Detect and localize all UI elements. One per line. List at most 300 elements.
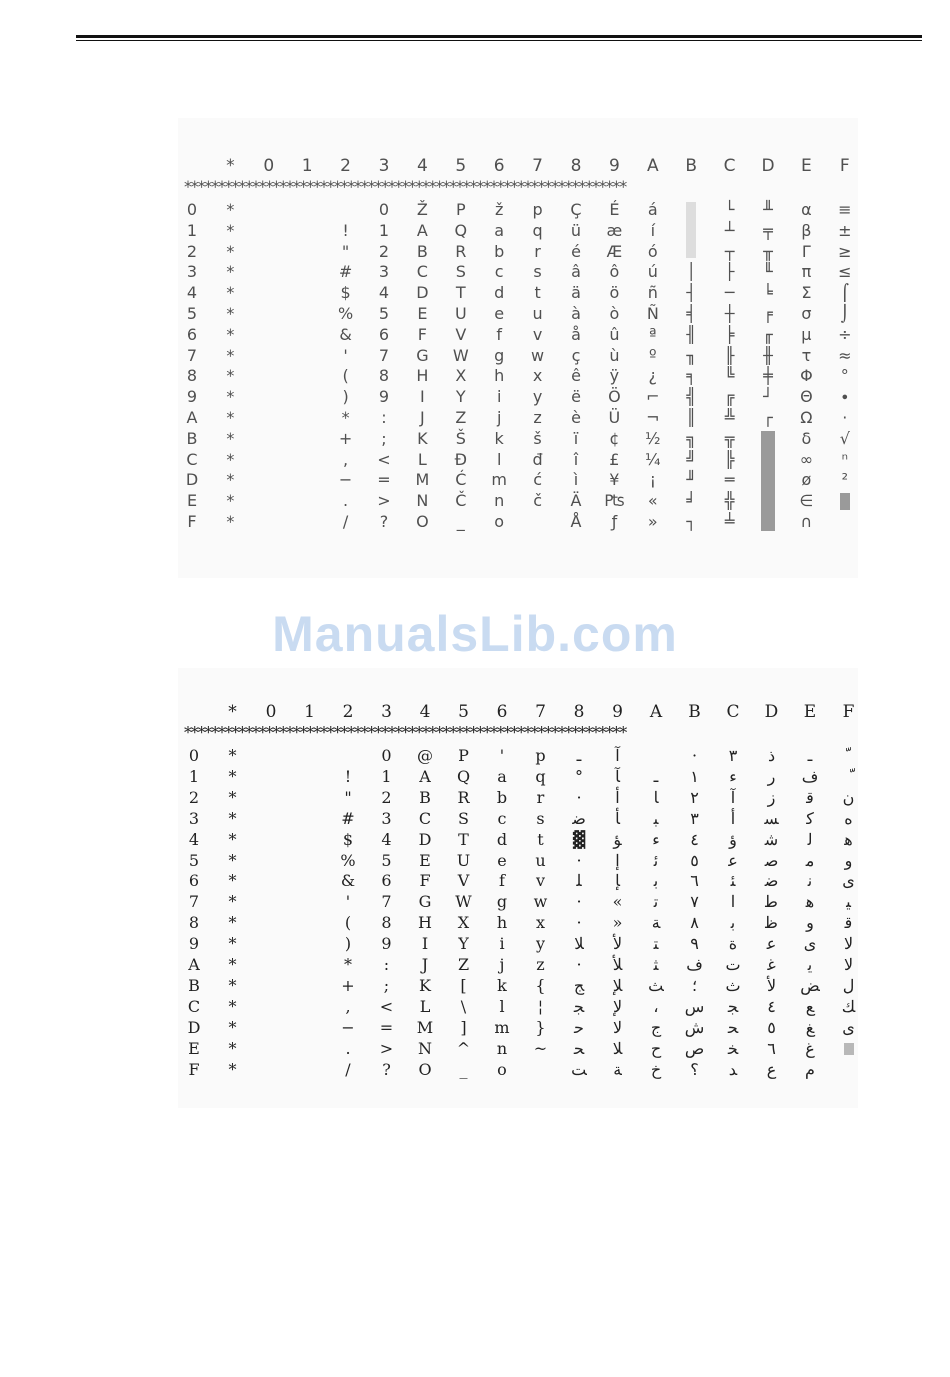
- table-cell: d: [496, 829, 508, 849]
- table-cell: ╔: [724, 387, 735, 407]
- table-cell: ٦: [690, 871, 699, 891]
- table-cell: y: [535, 934, 546, 954]
- table-cell: ╨: [763, 200, 773, 219]
- table-cell: ': [343, 345, 348, 365]
- table-cell: ▓: [572, 829, 586, 849]
- table-cell: ﻹ: [612, 996, 623, 1016]
- table-cell: *: [228, 1038, 237, 1058]
- shade-block-glyph: [844, 1043, 854, 1055]
- table-cell: ١: [690, 766, 699, 786]
- table-cell: W: [455, 892, 472, 912]
- table-cell: ﺜ: [653, 955, 659, 974]
- row-label: 4: [186, 283, 198, 303]
- table-cell: ٥: [767, 1017, 776, 1037]
- table-cell: ﺇ: [615, 850, 620, 870]
- table-cell: ﻉ: [766, 1059, 777, 1079]
- table-cell: É: [609, 200, 620, 219]
- table-cell: å: [571, 324, 581, 344]
- table-cell: ٤: [690, 829, 699, 849]
- table-cell: 6: [381, 871, 392, 891]
- table-cell: ┐: [686, 512, 696, 531]
- column-header: 4: [419, 702, 431, 722]
- table-cell: *: [226, 387, 235, 407]
- table-cell: č: [533, 491, 542, 511]
- row-label: F: [188, 1059, 200, 1079]
- table-cell: /: [342, 512, 349, 531]
- table-cell: é: [571, 241, 581, 261]
- table-cell: ﺂ: [615, 766, 620, 786]
- table-cell: X: [457, 913, 470, 933]
- table-cell: ﹼ: [846, 746, 851, 765]
- table-cell: ┘: [763, 387, 773, 407]
- table-cell: ╡: [686, 304, 696, 323]
- table-cell: Y: [455, 387, 466, 407]
- table-cell: ó: [647, 241, 658, 261]
- table-cell: n: [496, 1038, 508, 1058]
- table-cell: %: [340, 850, 356, 870]
- table-cell: c: [497, 808, 507, 828]
- table-cell: y: [532, 387, 543, 407]
- table-cell: ²: [841, 470, 848, 490]
- table-cell: ن: [842, 787, 855, 807]
- table-cell: g: [494, 345, 505, 365]
- table-cell: D: [418, 829, 432, 849]
- table-cell: ﺑ: [653, 871, 659, 891]
- table-cell: u: [532, 304, 543, 323]
- table-cell: ┴: [724, 220, 735, 240]
- table-cell: 9: [381, 934, 392, 954]
- table-cell: [: [460, 975, 467, 995]
- table-cell: =: [379, 1017, 394, 1037]
- column-header: D: [761, 156, 775, 176]
- table-cell: ╘: [763, 283, 773, 303]
- table-cell: ٨: [690, 913, 699, 933]
- table-cell: l: [499, 996, 505, 1016]
- table-cell: ﻋ: [728, 850, 738, 870]
- row-label: 2: [186, 241, 198, 261]
- table-cell: I: [420, 387, 425, 407]
- table-cell: ╣: [686, 387, 696, 407]
- column-header: A: [649, 702, 663, 722]
- table-cell: ü: [570, 220, 582, 240]
- column-header: *: [228, 702, 237, 722]
- table-cell: ﺒ: [653, 808, 659, 828]
- table-cell: ┌: [763, 408, 773, 427]
- table-cell: ﺠ: [727, 996, 739, 1016]
- table-cell: ^: [456, 1038, 471, 1058]
- table-cell: ﺘ: [653, 934, 659, 954]
- table-cell: *: [228, 829, 237, 849]
- table-cell: è: [571, 408, 581, 427]
- table-cell: p: [535, 746, 546, 765]
- table-cell: D: [416, 283, 429, 303]
- table-cell: °: [575, 766, 583, 786]
- table-cell: ë: [571, 387, 581, 407]
- table-cell: Æ: [606, 241, 623, 261]
- table-cell: 7: [381, 892, 392, 912]
- table-cell: .: [345, 1038, 351, 1058]
- table-cell: ؤ: [729, 829, 737, 849]
- table-cell: *: [226, 304, 235, 323]
- table-cell: ﻯ: [842, 1017, 855, 1037]
- table-cell: ╜: [686, 470, 696, 490]
- table-cell: «: [647, 491, 658, 511]
- table-cell: ò: [609, 304, 620, 323]
- column-header: F: [842, 702, 855, 722]
- table-cell: ﻗ: [806, 787, 814, 807]
- table-cell: │: [686, 262, 696, 282]
- table-cell: ": [344, 787, 352, 807]
- table-cell: ٣: [690, 808, 699, 828]
- table-cell: ┤: [686, 283, 696, 303]
- table-cell: E: [417, 304, 428, 323]
- column-header: 6: [493, 156, 505, 176]
- table-cell: ﺭ: [767, 766, 776, 786]
- table-cell: └: [724, 200, 735, 219]
- code-page-table-1: [178, 118, 858, 578]
- table-cell: ﻋ: [766, 934, 777, 954]
- table-cell: o: [494, 512, 505, 531]
- table-cell: ا: [730, 892, 736, 912]
- table-cell: ﺈ: [615, 871, 620, 891]
- column-header: 3: [378, 156, 390, 176]
- table-cell: ¬: [646, 408, 660, 427]
- row-label: 0: [188, 746, 200, 765]
- table-cell: ﻧ: [807, 871, 813, 891]
- table-cell: ï: [573, 428, 579, 448]
- table-cell: τ: [801, 345, 812, 365]
- table-cell: /: [345, 1059, 351, 1079]
- table-cell: G: [418, 892, 432, 912]
- row-label: E: [188, 1038, 200, 1058]
- table-cell: (: [344, 913, 352, 933]
- table-cell: ﺆ: [613, 829, 622, 849]
- table-cell: 7: [378, 345, 390, 365]
- column-header: C: [726, 702, 740, 722]
- table-cell: :: [383, 955, 390, 974]
- table-cell: Č: [455, 491, 467, 511]
- table-cell: α: [801, 200, 812, 219]
- table-cell: ﺗ: [653, 892, 659, 912]
- table-cell: ﺵ: [684, 1017, 705, 1037]
- table-cell: X: [455, 366, 467, 386]
- table-cell: ﻗ: [844, 913, 853, 933]
- row-label: C: [186, 449, 198, 469]
- table-cell: *: [226, 345, 235, 365]
- table-cell: T: [458, 829, 469, 849]
- table-cell: ·: [576, 850, 582, 870]
- table-cell: −: [338, 470, 353, 490]
- table-cell: ╞: [724, 324, 735, 344]
- table-cell: *: [226, 428, 235, 448]
- table-cell: σ: [801, 304, 812, 323]
- table-cell: P: [458, 746, 469, 765]
- column-header: 1: [301, 156, 313, 176]
- table-cell: ،: [653, 996, 659, 1016]
- table-cell: ć: [533, 470, 542, 490]
- table-cell: z: [536, 955, 545, 974]
- table-cell: x: [535, 913, 546, 933]
- table-cell: Q: [456, 766, 471, 786]
- table-cell: š: [533, 428, 542, 448]
- table-cell: ﻼ: [574, 934, 584, 954]
- table-cell: ž: [494, 200, 504, 219]
- table-cell: ﻟ: [807, 829, 813, 849]
- table-cell: 0: [381, 746, 392, 765]
- table-cell: e: [494, 304, 505, 323]
- table-cell: m: [491, 470, 507, 490]
- table-cell: ö: [609, 283, 620, 303]
- table-cell: 2: [378, 241, 390, 261]
- table-cell: *: [228, 746, 237, 765]
- row-label: D: [187, 1017, 201, 1037]
- row-label: 5: [186, 304, 198, 323]
- table-cell: º: [649, 345, 657, 365]
- table-cell: ⌠: [840, 283, 849, 303]
- table-cell: M: [415, 470, 430, 490]
- table-cell: *: [226, 220, 235, 240]
- table-cell: ة: [728, 934, 738, 954]
- table-cell: Ç: [570, 200, 582, 219]
- table-cell: A: [419, 766, 431, 786]
- table-cell: ê: [571, 366, 581, 386]
- table-cell: h: [494, 366, 505, 386]
- table-cell: 8: [381, 913, 392, 933]
- table-cell: #: [341, 808, 355, 828]
- table-cell: x: [532, 366, 543, 386]
- table-cell: *: [228, 892, 237, 912]
- table-cell: w: [531, 345, 545, 365]
- table-cell: ى: [803, 934, 817, 954]
- table-cell: ÿ: [609, 366, 620, 386]
- table-cell: ╬: [724, 491, 735, 511]
- table-cell: ﻷ: [766, 975, 777, 995]
- table-cell: ?: [379, 512, 389, 531]
- table-cell: ت: [725, 955, 741, 974]
- table-cell: *: [226, 324, 235, 344]
- table-cell: ﺋ: [653, 850, 659, 870]
- table-cell: =: [377, 470, 391, 490]
- table-cell: آ: [730, 787, 736, 807]
- table-cell: j: [499, 955, 505, 974]
- column-header: 7: [532, 156, 543, 176]
- table-cell: s: [536, 808, 545, 828]
- table-cell: ٢: [690, 787, 699, 807]
- table-cell: ﺻ: [764, 850, 779, 870]
- row-label: 0: [186, 200, 198, 219]
- table-cell: ç: [571, 345, 581, 365]
- column-header: 2: [342, 702, 354, 722]
- table-cell: v: [532, 324, 543, 344]
- table-cell: *: [226, 512, 235, 531]
- table-cell: *: [228, 955, 237, 974]
- table-cell: {: [535, 975, 546, 995]
- row-label: 1: [188, 766, 200, 786]
- table-cell: ]: [460, 1017, 467, 1037]
- table-cell: ·: [576, 787, 582, 807]
- table-cell: 1: [378, 220, 390, 240]
- table-cell: Z: [457, 955, 470, 974]
- column-header: 1: [304, 702, 315, 722]
- table-cell: ∩: [800, 512, 813, 531]
- table-cell: J: [421, 955, 429, 974]
- table-cell: −: [341, 1017, 355, 1037]
- table-cell: ╤: [763, 220, 773, 240]
- table-cell: ;: [383, 975, 390, 995]
- table-cell: *: [226, 262, 235, 282]
- table-cell: »: [647, 512, 658, 531]
- table-cell: #: [338, 262, 353, 282]
- table-cell: ;: [381, 428, 387, 448]
- table-cell: 1: [381, 766, 392, 786]
- table-cell: L: [419, 996, 431, 1016]
- table-cell: ﺾ: [800, 975, 820, 995]
- table-cell: ـ: [576, 746, 582, 765]
- table-cell: *: [228, 871, 237, 891]
- header-rule-thin: [76, 40, 922, 41]
- table-cell: (: [342, 366, 349, 386]
- table-cell: C: [418, 808, 432, 828]
- table-cell: 3: [381, 808, 392, 828]
- row-label: 8: [186, 366, 198, 386]
- table-cell: q: [535, 766, 546, 786]
- table-cell: B: [419, 787, 431, 807]
- table-cell: V: [457, 871, 470, 891]
- row-label: 9: [186, 387, 198, 407]
- table-cell: ﻇ: [765, 913, 778, 933]
- row-label: A: [188, 955, 200, 974]
- table-cell: ≥: [838, 241, 852, 261]
- table-cell: +: [338, 428, 353, 448]
- row-label: 4: [188, 829, 200, 849]
- table-cell: ╫: [763, 345, 773, 365]
- table-cell: $: [340, 283, 351, 303]
- table-cell: ث: [725, 975, 741, 995]
- table-cell: K: [419, 975, 431, 995]
- table-cell: t: [537, 829, 544, 849]
- table-cell: δ: [801, 428, 812, 448]
- row-label: 9: [188, 934, 200, 954]
- column-header: E: [803, 702, 817, 722]
- table-cell: ½: [645, 428, 661, 448]
- table-cell: ﻡ: [805, 1059, 815, 1079]
- table-cell: Σ: [801, 283, 812, 303]
- table-cell: ﺨ: [727, 1038, 739, 1058]
- table-cell: ·: [576, 913, 582, 933]
- table-cell: 8: [378, 366, 390, 386]
- table-cell: ﺖ: [571, 1059, 587, 1079]
- table-cell: 0: [378, 200, 390, 219]
- table-cell: h: [496, 913, 508, 933]
- table-cell: <: [379, 996, 394, 1016]
- table-cell: ¼: [645, 449, 661, 469]
- table-cell: ╖: [686, 345, 696, 365]
- table-cell: >: [379, 1038, 394, 1058]
- table-cell: ╧: [724, 512, 735, 531]
- column-header: 4: [416, 156, 428, 176]
- table-cell: ): [344, 934, 352, 954]
- table-cell: ﻼ: [612, 1038, 623, 1058]
- table-cell: ﻴ: [846, 892, 851, 912]
- column-header: 5: [458, 702, 469, 722]
- table-cell: q: [532, 220, 543, 240]
- shade-block-glyph: [761, 431, 775, 531]
- table-cell: ·: [842, 408, 848, 427]
- table-cell: N: [418, 1038, 432, 1058]
- table-cell: &: [340, 871, 356, 891]
- table-cell: ﺤ: [573, 1038, 585, 1058]
- table-cell: >: [377, 491, 391, 511]
- table-cell: 3: [378, 262, 390, 282]
- column-header: A: [646, 156, 659, 176]
- table-cell: ╙: [763, 262, 773, 282]
- table-cell: ¦: [537, 996, 544, 1016]
- table-cell: ∈: [799, 491, 814, 511]
- table-cell: ║: [686, 408, 696, 427]
- table-cell: ﺌ: [730, 871, 736, 891]
- table-cell: F: [419, 871, 431, 891]
- table-cell: _: [456, 512, 465, 531]
- table-cell: ô: [609, 262, 620, 282]
- table-cell: Ž: [416, 200, 428, 219]
- table-cell: *: [228, 913, 237, 933]
- column-header: 9: [608, 156, 620, 176]
- table-cell: ﺣ: [574, 1017, 584, 1037]
- column-header: C: [723, 156, 736, 176]
- column-header: 0: [265, 702, 277, 722]
- column-header: D: [764, 702, 779, 722]
- table-cell: ╥: [763, 241, 773, 261]
- table-cell: *: [226, 408, 235, 427]
- table-cell: z: [533, 408, 542, 427]
- column-header: 9: [612, 702, 623, 722]
- column-header: 3: [381, 702, 392, 722]
- table-cell: Θ: [800, 387, 813, 407]
- row-label: 6: [188, 871, 200, 891]
- table-cell: F: [417, 324, 427, 344]
- column-header: 5: [455, 156, 467, 176]
- table-cell: £: [609, 449, 620, 469]
- table-cell: ﺔ: [651, 913, 661, 933]
- table-cell: Ö: [608, 387, 621, 407]
- table-cell: ╒: [763, 304, 773, 323]
- row-label: B: [188, 975, 200, 995]
- table-cell: *: [226, 366, 235, 386]
- table-cell: l: [496, 449, 502, 469]
- table-cell: *: [226, 283, 235, 303]
- column-header: 6: [496, 702, 508, 722]
- table-cell: b: [496, 787, 508, 807]
- table-cell: b: [494, 241, 505, 261]
- column-header: 8: [570, 156, 582, 176]
- table-cell: *: [341, 408, 350, 427]
- table-cell: ﻷ: [612, 934, 623, 954]
- table-cell: !: [344, 766, 352, 786]
- table-cell: m: [494, 1017, 510, 1037]
- table-cell: µ: [801, 324, 812, 344]
- row-label: 1: [186, 220, 198, 240]
- table-cell: ﺀ: [652, 829, 660, 849]
- table-cell: ·: [691, 746, 698, 765]
- table-cell: ﻚ: [841, 996, 856, 1016]
- table-cell: ¡: [649, 470, 656, 490]
- table-cell: ∞: [799, 449, 814, 469]
- row-label: B: [186, 428, 198, 448]
- table-cell: ╪: [763, 366, 773, 386]
- table-cell: e: [497, 850, 507, 870]
- table-cell: ؟: [690, 1059, 699, 1079]
- table-cell: k: [497, 975, 507, 995]
